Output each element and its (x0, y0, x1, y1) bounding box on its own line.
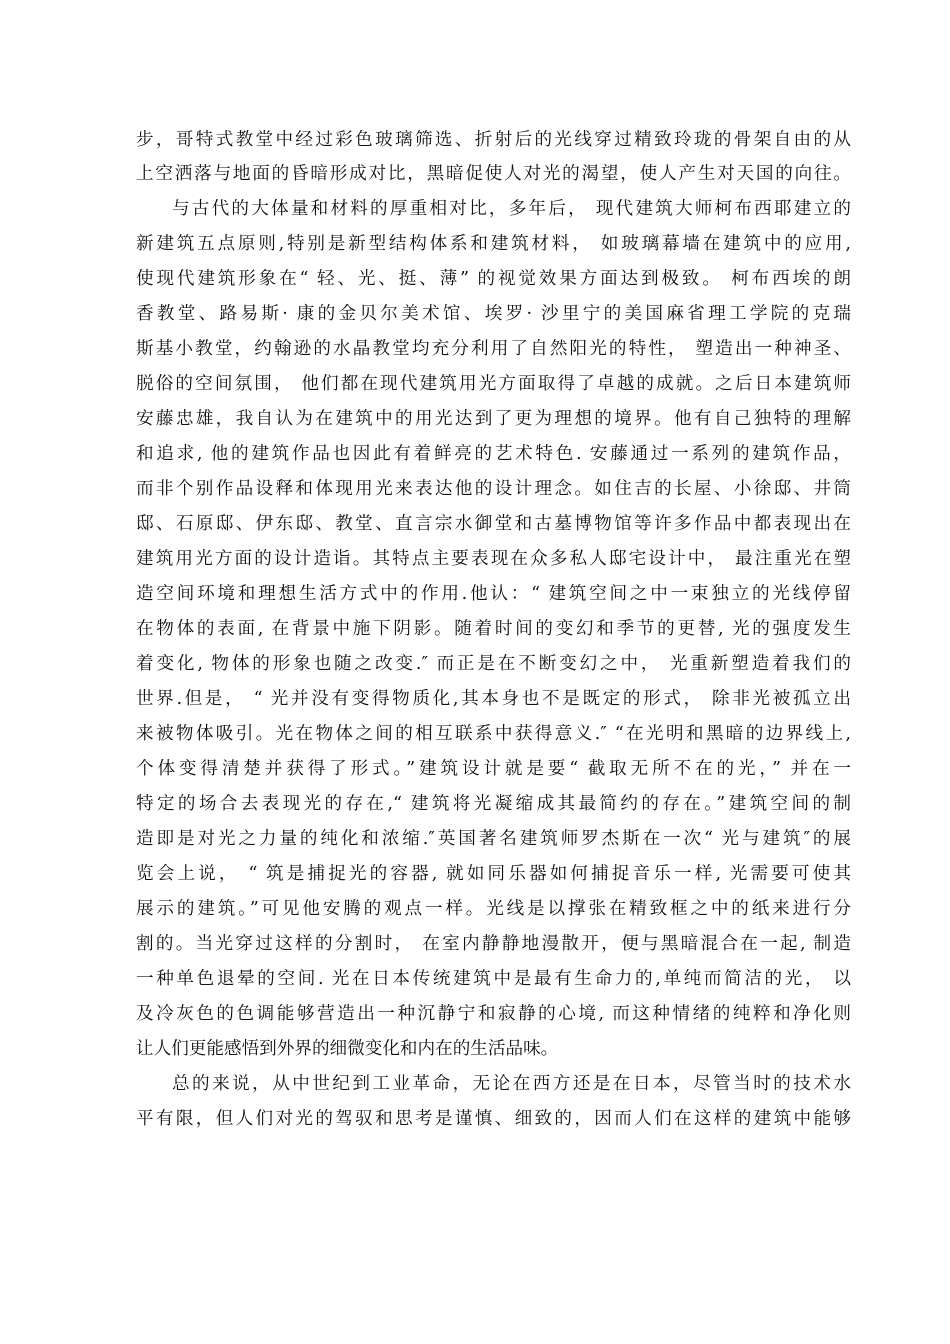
paragraph-2-line-21: 展示的建筑。”可见他安腾的观点一样。光线是以撑张在精致框之中的纸来进行分 (136, 899, 851, 919)
paragraph-2-line-11: 建筑用光方面的设计造诣。其特点主要表现在众多私人邸宅设计中， 最注重光在塑 (136, 549, 851, 569)
paragraph-2-line-24: 及冷灰色的色调能够营造出一种沉静宁和寂静的心境, 而这种情绪的纯粹和净化则 (136, 1004, 851, 1024)
paragraph-3-line-1: 总的来说，从中世纪到工业革命，无论在西方还是在日本，尽管当时的技术水 (172, 1074, 851, 1094)
paragraph-2-line-8: 和追求, 他的建筑作品也因此有着鲜亮的艺术特色. 安藤通过一系列的建筑作品， (136, 444, 851, 464)
paragraph-2-line-20: 览会上说， “ 筑是捕捉光的容器, 就如同乐器如何捕捉音乐一样, 光需要可使其 (136, 864, 851, 884)
paragraph-2-line-9: 而非个别作品设释和体现用光来表达他的设计理念。如住吉的长屋、小徐邸、井筒 (136, 479, 851, 499)
paragraph-2-line-3: 使现代建筑形象在“ 轻、光、挺、薄” 的视觉效果方面达到极致。 柯布西埃的朗 (136, 269, 851, 289)
paragraph-2-line-25: 让人们更能感悟到外界的细微变化和内在的生活品味。 (136, 1039, 559, 1059)
paragraph-2-line-14: 着变化, 物体的形象也随之改变.″ 而正是在不断变幻之中， 光重新塑造着我们的 (136, 654, 851, 674)
paragraph-2-line-2: 新建筑五点原则,特别是新型结构体系和建筑材料， 如玻璃幕墙在建筑中的应用, (136, 234, 851, 254)
paragraph-3-line-2: 平有限，但人们对光的驾驭和思考是谨慎、细致的，因而人们在这样的建筑中能够 (136, 1109, 851, 1129)
paragraph-2-line-19: 造即是对光之力量的纯化和浓缩.″英国著名建筑师罗杰斯在一次“ 光与建筑″的展 (136, 829, 851, 849)
paragraph-2-line-17: 个体变得清楚并获得了形式。”建筑设计就是要“ 截取无所不在的光，” 并在一 (136, 759, 851, 779)
paragraph-2-line-15: 世界.但是， “ 光并没有变得物质化,其本身也不是既定的形式， 除非光被孤立出 (136, 689, 851, 709)
paragraph-2-line-22: 割的。当光穿过这样的分割时， 在室内静静地漫散开，便与黑暗混合在一起, 制造 (136, 934, 851, 954)
paragraph-2-line-10: 邸、石原邸、伊东邸、教堂、直言宗水御堂和古墓博物馆等许多作品中都表现出在 (136, 514, 851, 534)
paragraph-2-line-12: 造空间环境和理想生活方式中的作用.他认：“ 建筑空间之中一束独立的光线停留 (136, 584, 851, 604)
paragraph-2-line-18: 特定的场合去表现光的存在,“ 建筑将光凝缩成其最简约的存在。”建筑空间的制 (136, 794, 851, 814)
paragraph-2-line-13: 在物体的表面, 在背景中施下阴影。随着时间的变幻和季节的更替, 光的强度发生 (136, 619, 851, 639)
paragraph-1-line-1: 步，哥特式教堂中经过彩色玻璃筛选、折射后的光线穿过精致玲珑的骨架自由的从 (136, 130, 851, 150)
paragraph-2-line-4: 香教堂、路易斯· 康的金贝尔美术馆、埃罗· 沙里宁的美国麻省理工学院的克瑞 (136, 304, 851, 324)
paragraph-2-line-16: 来被物体吸引。光在物体之间的相互联系中获得意义.″ “在光明和黑暗的边界线上, (136, 724, 851, 744)
paragraph-2-line-1: 与古代的大体量和材料的厚重相对比，多年后， 现代建筑大师柯布西耶建立的 (172, 199, 851, 219)
paragraph-2-line-23: 一种单色退晕的空间. 光在日本传统建筑中是最有生命力的,单纯而简洁的光， 以 (136, 969, 851, 989)
paragraph-2-line-7: 安藤忠雄，我自认为在建筑中的用光达到了更为理想的境界。他有自己独特的理解 (136, 409, 851, 429)
paragraph-1-line-2: 上空洒落与地面的昏暗形成对比，黑暗促使人对光的渴望，使人产生对天国的向往。 (136, 164, 851, 184)
paragraph-2-line-5: 斯基小教堂，约翰逊的水晶教堂均充分利用了自然阳光的特性， 塑造出一种神圣、 (136, 339, 851, 359)
paragraph-2-line-6: 脱俗的空间氛围， 他们都在现代建筑用光方面取得了卓越的成就。之后日本建筑师 (136, 374, 851, 394)
